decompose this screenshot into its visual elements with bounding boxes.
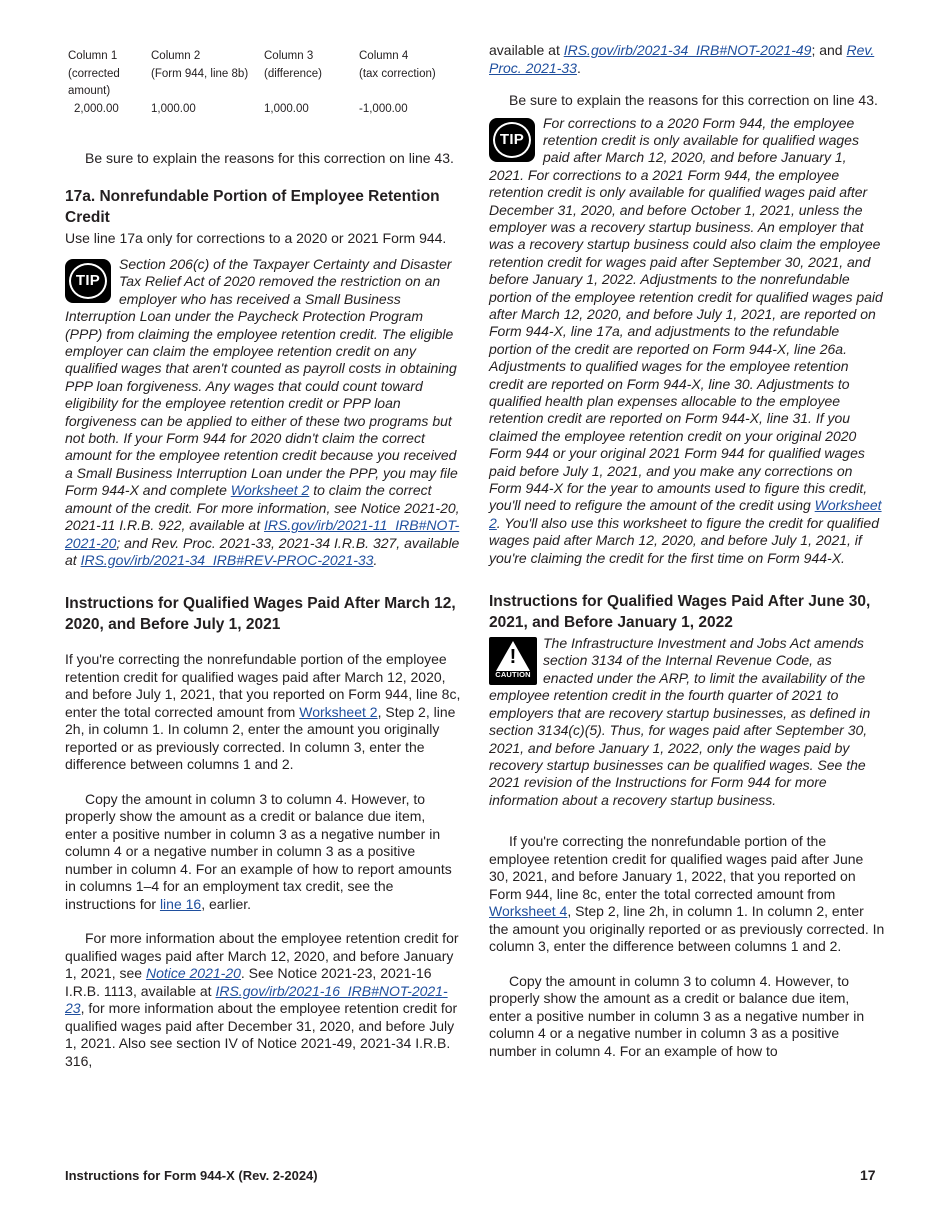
column-3-header: Column 3 (difference) — [264, 50, 322, 80]
section-heading-qualified-wages-1: Instructions for Qualified Wages Paid After March 12, 2020, and Before July 1, 2021 — [65, 595, 456, 634]
notice-2021-23-url-link[interactable]: IRS.gov/irb/2021-16_IRB#NOT-2021-23 — [65, 982, 448, 1017]
page-number: 17 — [860, 1167, 876, 1183]
tip-note: TIP Section 206(c) of the Taxpayer Certainty and Disaster Tax Relief Act of 2020 removed the restriction on an employer who has received a Small Business Interruption Loan under the Paycheck Protection Program (PPP) from claiming the employee retention credit. The eligible employer can claim the employee retention credit on any qualified wages that aren't counted as payroll costs in obtaining PPP loan forgiveness. Any wages that could count toward eligibility for the employee retention credit or PPP loan forgiveness can be applied to either of these two programs but not both. If your Form 944 for 2020 didn't claim the correct amount for the employee retention credit because you received a Small Business Interruption Loan under the PPP, you may file Form 944-X and complete Worksheet 2 to claim the correct amount of the credit. For more information, see Notice 2021-20, 2021-11 I.R.B. 922, available at IRS.gov/irb/2021-11_IRB#NOT-2021-20; and Rev. Proc. 2021-33, 2021-34 I.R.B. 327, available at IRS.gov/irb/2021-34_IRB#REV-PROC-2021-33. — [65, 256, 460, 568]
column-1-header: Column 1 (corrected amount) — [68, 50, 120, 97]
worksheet-2-link[interactable]: Worksheet 2 — [299, 703, 378, 720]
caution-note: ! CAUTION The Infrastructure Investment and Jobs Act amends section 3134 of the Internal Revenue Code, as enacted under the ARP, to limit the availability of the employee retention credit in the fourth quarter of 2021 to employers that are recovery startup businesses, as defined in section 3134(c)(5). Thus, for wages paid after September 30, 2021, and before January 1, 2022, only the wages paid by recovery startup businesses can be qualified wages. See the 2021 revision of the Instructions for Form 944 for more information about a recovery startup business. — [489, 635, 871, 808]
paragraph-copy-amount: Copy the amount in column 3 to column 4. However, to properly show the amount as a credit or balance due item, enter a positive number in column 3 as a negative number in column 4 or a negative number in column 3 as a positive number in column 4. For an example of how to — [489, 972, 865, 1059]
right-column — [489, 40, 885, 1060]
notice-2021-20-url-link[interactable]: IRS.gov/irb/2021-11_IRB#NOT-2021-20 — [65, 517, 460, 551]
explain-paragraph: Be sure to explain the reasons for this correction on line 43. — [509, 92, 878, 108]
explain-paragraph: Be sure to explain the reasons for this correction on line 43. — [85, 150, 454, 166]
table-cell: 1,000.00 — [151, 102, 196, 115]
rev-proc-2021-33-link[interactable]: Rev. Proc. 2021-33 — [489, 42, 875, 76]
section-heading-qualified-wages-2: Instructions for Qualified Wages Paid After June 30, 2021, and Before January 1, 2022 — [489, 593, 871, 632]
correction-example-table — [68, 48, 436, 118]
line-16-link[interactable]: line 16 — [159, 895, 202, 912]
worksheet-2-link[interactable]: Worksheet 2 — [230, 482, 310, 499]
table-cell: 2,000.00 — [74, 102, 119, 115]
paragraph-correcting-nonrefundable: If you're correcting the nonrefundable portion of the employee retention credit for qualified wages paid after March 12, 2020, and before July 1, 2021, that you reported on Form 944, line 8c, enter the total corrected amount from Worksheet 2, Step 2, line 2h, in column 1. In column 2, enter the amount you originally reported or as previously corrected. In column 3, enter the difference between columns 1 and 2. — [65, 651, 461, 773]
tip-note: TIP For corrections to a 2020 Form 944, the employee retention credit is only available for qualified wages paid after March 12, 2020, and before January 1, 2021. For corrections to a 2021 Form 944, the employee retention credit is only available for qualified wages paid after December 31, 2020, and before October 1, 2021, unless the employer was a recovery startup business. An employer that was a recovery startup business could also claim the employee retention credit for wages paid after September 30, 2021, and before January 1, 2022. Adjustments to the nonrefundable portion of the employee retention credit for qualified wages paid after March 12, 2020, and before July 1, 2021, are reported on Form 944-X, line 17a, and adjustments to the refundable portion of the credit are reported on Form 944-X, line 26a. Adjustments to qualified wages for the employee retention credit are reported on Form 944-X, line 30. Adjustments to qualified health plan expenses allocable to the employee retention credit are reported on Form 944-X, line 31. If you claimed the employee retention credit on your original 2020 Form 944 or your original 2021 Form 944 for qualified wages paid before July 1, 2021, and you make any corrections on Form 944-X for the year to amounts used to figure this credit, you'll need to refigure the amount of the credit using Worksheet 2. You'll also use this worksheet to figure the credit for qualified wages paid after March 12, 2020, and before July 1, 2021, if you're claiming the credit for the first time on Form 944-X. — [489, 114, 883, 566]
continuation-text: available at IRS.gov/irb/2021-34_IRB#NOT-2021-49; and Rev. Proc. 2021-33. — [489, 42, 875, 76]
footer-title: Instructions for Form 944-X (Rev. 2-2024) — [65, 1168, 318, 1183]
column-2-header: Column 2 (Form 944, line 8b) — [151, 50, 249, 80]
use-line-17a-text: Use line 17a only for corrections to a 2020 or 2021 Form 944. — [65, 229, 447, 246]
left-column — [65, 40, 461, 1070]
worksheet-2-link[interactable]: Worksheet 2 — [489, 497, 882, 531]
paragraph-more-information: For more information about the employee retention credit for qualified wages paid after March 12, 2020, and before January 1, 2021, see Notice 2021-20. See Notice 2021-23, 2021-16 I.R.B. 1113, available at IRS.gov/irb/2021-16_IRB#NOT-2021-23, for more information about the employee retention credit for qualified wages paid after December 31, 2020, and before July 1, 2021. Also see section IV of Notice 2021-49, 2021-34 I.R.B. 316, — [65, 930, 459, 1069]
paragraph-copy-amount: Copy the amount in column 3 to column 4. However, to properly show the amount as a credit or balance due item, enter a positive number in column 3 as a negative number in column 4 or a negative number in column 3 as a positive number in column 4. For an example of how to report amounts in columns 1–4 for an employment tax credit, see the instructions for line 16, earlier. — [65, 790, 452, 912]
paragraph-correcting-nonrefundable: If you're correcting the nonrefundable portion of the employee retention credit for qualified wages paid after June 30, 2021, and before January 1, 2022, that you reported on Form 944, line 8c, enter the total corrected amount from Worksheet 4, Step 2, line 2h, in column 1. In column 2, enter the amount you originally reported or as previously corrected. In column 3, enter the difference between columns 1 and 2. — [489, 833, 885, 955]
tip-icon: TIP — [65, 259, 111, 303]
section-heading-17a: 17a. Nonrefundable Portion of Employee Retention Credit — [65, 187, 440, 226]
tip-icon: TIP — [489, 118, 535, 162]
table-row — [68, 101, 436, 119]
table-cell: 1,000.00 — [264, 102, 309, 115]
worksheet-4-link[interactable]: Worksheet 4 — [489, 903, 568, 920]
column-4-header: Column 4 (tax correction) — [359, 50, 436, 80]
caution-icon: ! CAUTION — [489, 637, 537, 685]
notice-2021-20-link[interactable]: Notice 2021-20 — [145, 965, 241, 982]
table-header-row — [68, 48, 436, 101]
rev-proc-2021-33-url-link[interactable]: IRS.gov/irb/2021-34_IRB#REV-PROC-2021-33 — [80, 551, 374, 568]
table-cell: -1,000.00 — [359, 102, 408, 115]
notice-2021-49-url-link[interactable]: IRS.gov/irb/2021-34_IRB#NOT-2021-49 — [563, 42, 812, 58]
